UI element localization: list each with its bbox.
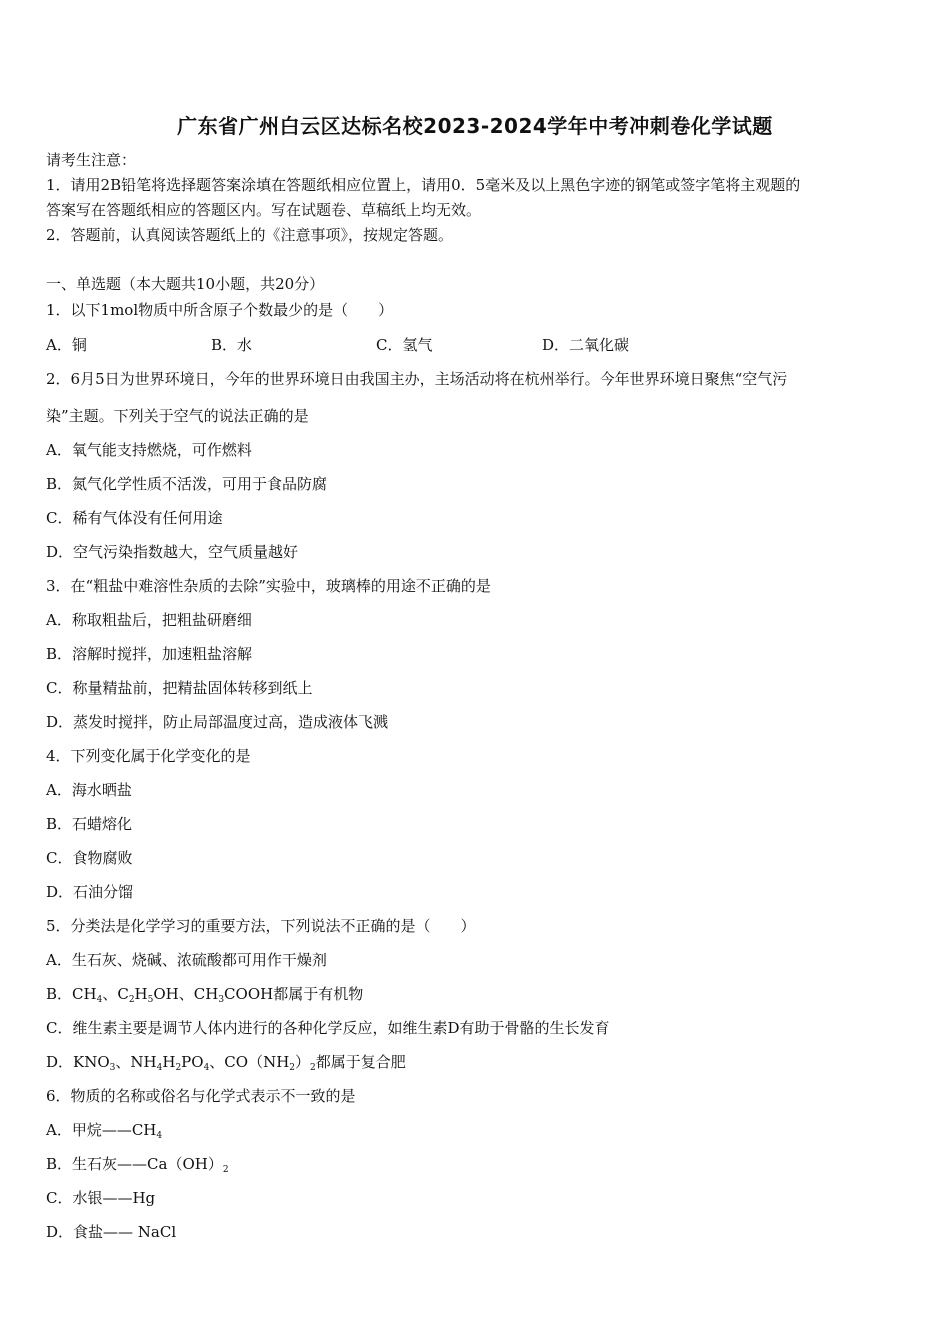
q4-stem: 4．下列变化属于化学变化的是 (46, 747, 251, 765)
q3-option-d: D．蒸发时搅拌，防止局部温度过高，造成液体飞溅 (46, 713, 389, 731)
q5-option-b: B．$CH_4$、$C_2H_5OH$、$CH_3COOH$都属于有机物 (46, 985, 364, 1005)
q5-option-d: D．$KNO_3$、$NH_4H_2PO_4$、$CO(NH_2)_2$都属于复合肥 (46, 1053, 406, 1073)
q4-option-c: C．食物腐败 (46, 849, 133, 867)
q6-option-d: D．食盐—— NaCl (46, 1223, 177, 1241)
q3-stem: 3．在“粗盐中难溶性杂质的去除”实验中，玻璃棒的用途不正确的是 (46, 577, 491, 595)
q1-option-c: C．氢气 (376, 336, 433, 354)
q2-stem-line-2: 染”主题。下列关于空气的说法正确的是 (46, 407, 309, 425)
q3-option-a: A．称取粗盐后，把粗盐研磨细 (46, 611, 252, 629)
q2-option-c: C．稀有气体没有任何用途 (46, 509, 223, 527)
notice-item-1-line-2: 答案写在答题纸相应的答题区内。写在试题卷、草稿纸上均无效。 (46, 201, 482, 219)
q4-option-b: B．石蜡熔化 (46, 815, 133, 833)
q2-option-b: B．氮气化学性质不活泼，可用于食品防腐 (46, 475, 328, 493)
section-heading: 一、单选题（本大题共10小题，共20分） (46, 275, 325, 293)
notice-item-2: 2．答题前，认真阅读答题纸上的《注意事项》，按规定答题。 (46, 226, 454, 244)
q4-option-a: A．海水晒盐 (46, 781, 132, 799)
q1-option-a: A．铜 (46, 336, 87, 354)
document-title: 广东省广州白云区达标名校2023-2024学年中考冲刺卷化学试题 (177, 114, 773, 138)
q3-option-c: C．称量精盐前，把精盐固体转移到纸上 (46, 679, 313, 697)
q2-stem-line-1: 2．6月5日为世界环境日，今年的世界环境日由我国主办，主场活动将在杭州举行。今年世界环境日聚焦“空气污 (46, 370, 788, 388)
q6-option-a: A．甲烷$——CH_4$ (46, 1121, 163, 1141)
q6-option-c: C．水银——Hg (46, 1189, 156, 1207)
q1-option-b: B．水 (211, 336, 253, 354)
q2-option-d: D．空气污染指数越大，空气质量越好 (46, 543, 299, 561)
notice-item-1-line-1: 1．请用2B铅笔将选择题答案涂填在答题纸相应位置上，请用0．5毫米及以上黑色字迹的钢笔或签字笔将主观题的 (46, 176, 801, 194)
q5-option-c: C．维生素主要是调节人体内进行的各种化学反应，如维生素D有助于骨骼的生长发育 (46, 1019, 610, 1037)
q3-option-b: B．溶解时搅拌，加速粗盐溶解 (46, 645, 253, 663)
q1-option-d: D．二氧化碳 (542, 336, 630, 354)
q6-option-b: B．生石灰$——Ca(OH)_2$ (46, 1155, 229, 1175)
q5-option-a: A．生石灰、烧碱、浓硫酸都可用作干燥剂 (46, 951, 327, 969)
notice-heading: 请考生注意： (46, 151, 137, 169)
q1-stem: 1．以下1mol物质中所含原子个数最少的是（ ） (46, 301, 394, 319)
q4-option-d: D．石油分馏 (46, 883, 134, 901)
q6-stem: 6．物质的名称或俗名与化学式表示不一致的是 (46, 1087, 356, 1105)
q5-stem: 5．分类法是化学学习的重要方法，下列说法不正确的是（ ） (46, 917, 476, 935)
q2-option-a: A．氧气能支持燃烧，可作燃料 (46, 441, 252, 459)
